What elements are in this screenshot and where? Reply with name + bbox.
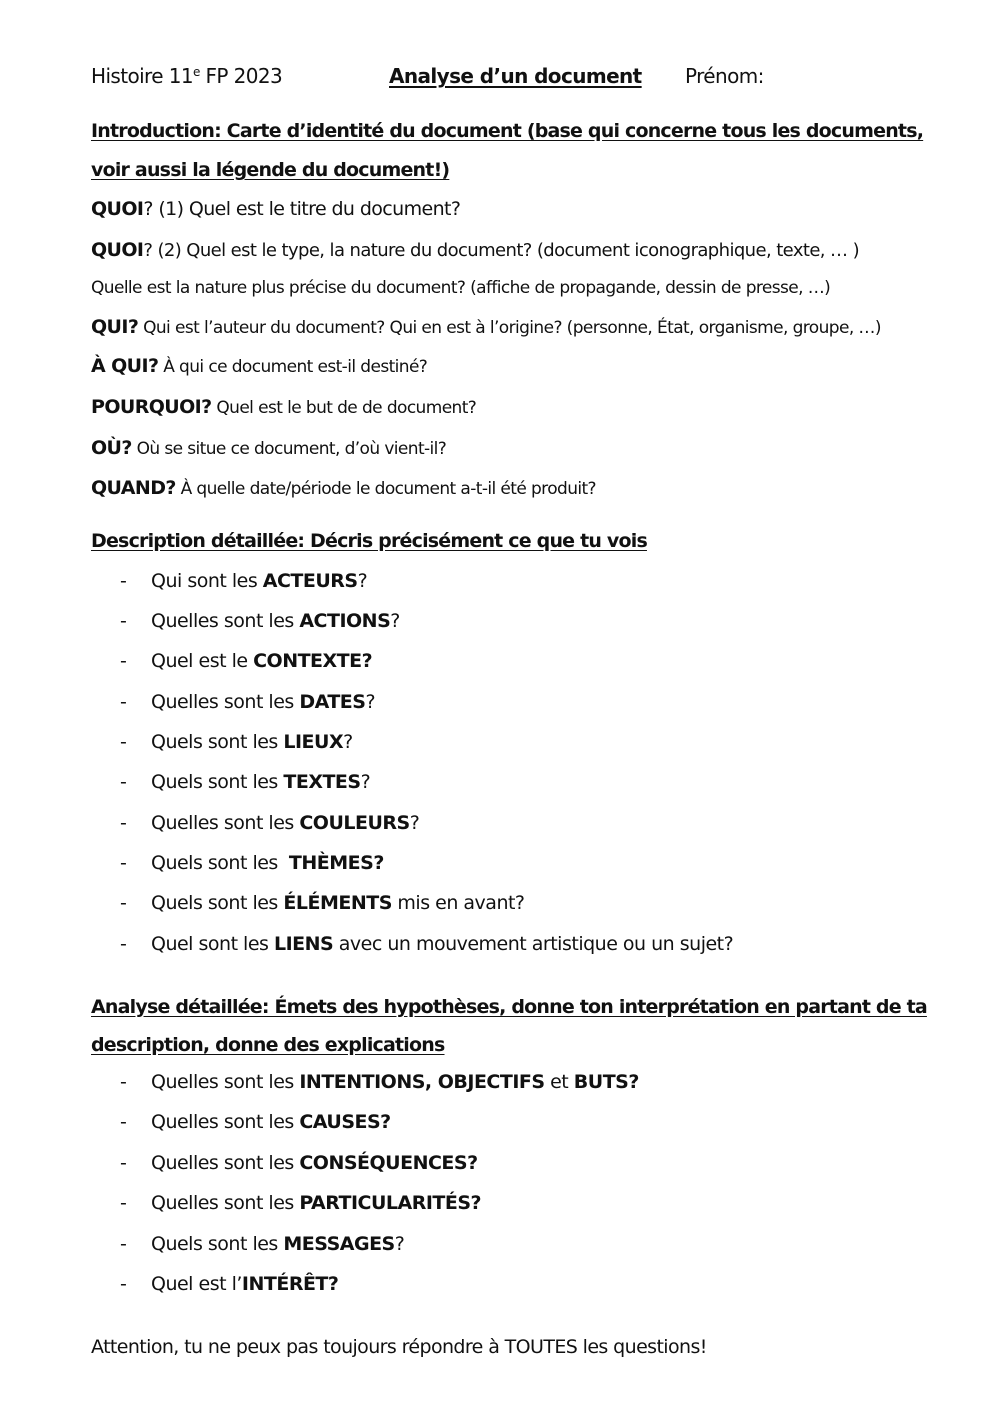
footer-note: Attention, tu ne peux pas toujours répondre à TOUTES les questions! — [91, 1336, 707, 1358]
intro-question — [91, 316, 881, 338]
item-keyword: MESSAGES — [283, 1233, 395, 1255]
item-keyword: ACTIONS — [299, 610, 391, 632]
question-key: QUI? — [91, 316, 139, 338]
item-text: Quelles sont les — [151, 1152, 300, 1174]
item-text: Quelles sont les — [151, 610, 300, 632]
bullet-dash: - — [120, 892, 127, 914]
item-text: Quelles sont les — [151, 691, 300, 713]
intro-question — [91, 396, 476, 418]
bullet-dash: - — [120, 570, 127, 592]
item-keyword: CONTEXTE? — [253, 650, 373, 672]
item-suffix: mis en avant? — [391, 892, 525, 914]
item-text: Qui sont les — [151, 570, 263, 592]
course-year: FP 2023 — [199, 64, 283, 88]
item-keyword: CAUSES? — [299, 1111, 391, 1133]
item-suffix: ? — [365, 691, 376, 713]
item-suffix: ? — [394, 1233, 405, 1255]
item-suffix: ? — [390, 610, 400, 632]
bullet-dash: - — [120, 1233, 127, 1255]
question-text: À qui ce document est-il destiné? — [158, 357, 428, 377]
intro-question — [91, 239, 859, 261]
analyse-heading-line2: description, donne des explications — [91, 1034, 445, 1056]
bullet-dash: - — [120, 650, 127, 672]
page-title: Analyse d’un document — [389, 64, 642, 88]
bullet-dash: - — [120, 852, 127, 874]
item-text: Quels sont les — [151, 771, 284, 793]
intro-question — [91, 198, 460, 220]
item-keyword: COULEURS — [299, 812, 410, 834]
item-text: Quelles sont les — [151, 1111, 300, 1133]
question-text: Où se situe ce document, d’où vient-il? — [131, 439, 447, 459]
question-text: Quel est le but de de document? — [211, 398, 477, 418]
question-key: OÙ? — [91, 437, 132, 459]
bullet-dash: - — [120, 1192, 127, 1214]
intro-question — [91, 278, 830, 298]
course-superscript: e — [192, 65, 200, 79]
item-keyword: INTÉRÊT? — [241, 1273, 339, 1295]
item-keyword: TEXTES — [283, 771, 361, 793]
item-text: Quels sont les — [151, 892, 284, 914]
analyse-heading-line1: Analyse détaillée: Émets des hypothèses, donne ton interprétation en partant de ta — [91, 996, 927, 1018]
bullet-dash: - — [120, 1152, 127, 1174]
intro-question — [91, 437, 446, 459]
item-keyword: LIEUX — [283, 731, 344, 753]
intro-question — [91, 355, 427, 377]
question-key: QUOI — [91, 198, 144, 220]
bullet-dash: - — [120, 1071, 127, 1093]
item-keyword: THÈMES? — [288, 852, 384, 874]
bullet-dash: - — [120, 731, 127, 753]
item-connector: et — [544, 1071, 574, 1093]
item-keyword: CONSÉQUENCES? — [299, 1152, 478, 1174]
question-text: ? (1) Quel est le titre du document? — [143, 198, 461, 220]
item-suffix: ? — [360, 771, 371, 793]
bullet-dash: - — [120, 1111, 127, 1133]
question-text: À quelle date/période le document a-t-il été produit? — [175, 479, 596, 499]
item-suffix: ? — [409, 812, 420, 834]
item-text: Quels sont les — [151, 852, 289, 874]
question-key: QUAND? — [91, 477, 176, 499]
bullet-dash: - — [120, 610, 127, 632]
question-key: POURQUOI? — [91, 396, 212, 418]
course-label — [91, 64, 282, 88]
item-keyword: BUTS? — [573, 1071, 639, 1093]
question-text: Quelle est la nature plus précise du document? (affiche de propagande, dessin de presse, …) — [91, 278, 831, 298]
intro-question — [91, 477, 596, 499]
item-keyword: DATES — [299, 691, 366, 713]
item-keyword: ACTEURS — [262, 570, 358, 592]
introduction-heading-line1: Introduction: Carte d’identité du document (base qui concerne tous les documents, — [91, 120, 924, 142]
item-keyword: LIENS — [273, 933, 334, 955]
question-text: Qui est l’auteur du document? Qui en est à l’origine? (personne, État, organisme, groupe, …) — [138, 318, 881, 338]
bullet-dash: - — [120, 1273, 127, 1295]
description-heading: Description détaillée: Décris précisément ce que tu vois — [91, 530, 647, 552]
course-name: Histoire 11 — [91, 64, 193, 88]
item-keyword: ÉLÉMENTS — [283, 892, 392, 914]
item-text: Quels sont les — [151, 731, 284, 753]
item-keyword: PARTICULARITÉS? — [299, 1192, 482, 1214]
item-text: Quel est le — [151, 650, 254, 672]
item-text: Quelles sont les — [151, 1071, 300, 1093]
bullet-dash: - — [120, 812, 127, 834]
item-text: Quel sont les — [151, 933, 274, 955]
item-text: Quelles sont les — [151, 1192, 300, 1214]
bullet-dash: - — [120, 691, 127, 713]
item-text: Quels sont les — [151, 1233, 284, 1255]
item-keyword: INTENTIONS, OBJECTIFS — [299, 1071, 545, 1093]
item-text: Quel est l’ — [151, 1273, 242, 1295]
prenom-label: Prénom: — [685, 64, 764, 88]
question-key: QUOI — [91, 239, 144, 261]
item-text: Quelles sont les — [151, 812, 300, 834]
item-suffix: avec un mouvement artistique ou un sujet? — [333, 933, 734, 955]
question-key: À QUI? — [91, 355, 159, 377]
introduction-heading-line2: voir aussi la légende du document!) — [91, 159, 450, 181]
question-text: ? (2) Quel est le type, la nature du document? (document iconographique, texte, … ) — [143, 240, 859, 261]
item-suffix: ? — [357, 570, 368, 592]
item-suffix: ? — [343, 731, 353, 753]
bullet-dash: - — [120, 771, 127, 793]
bullet-dash: - — [120, 933, 127, 955]
